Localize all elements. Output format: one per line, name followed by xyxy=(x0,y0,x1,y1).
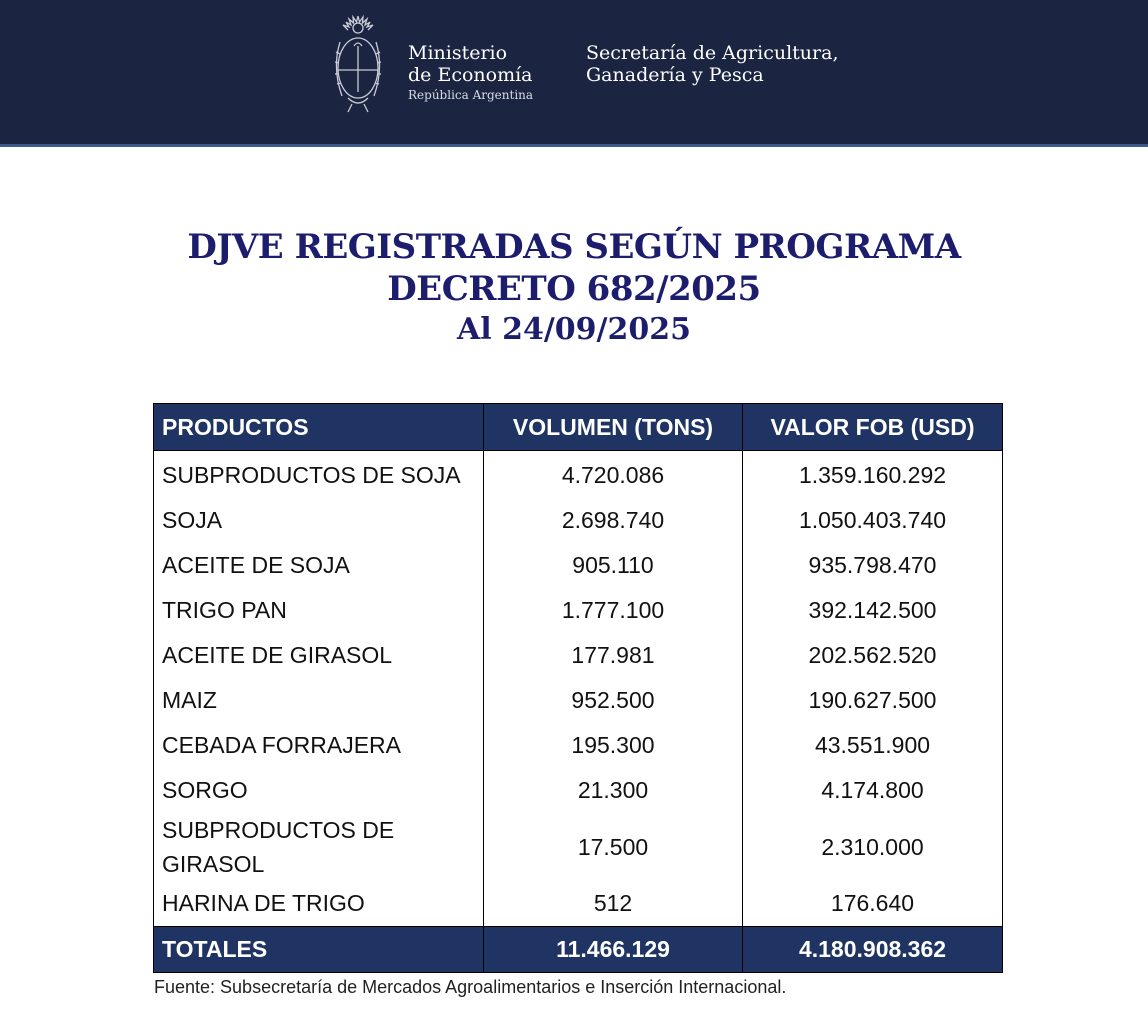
document-title xyxy=(0,226,1148,350)
cell-valor: 392.142.500 xyxy=(743,588,1003,633)
cell-valor: 2.310.000 xyxy=(743,813,1003,881)
cell-valor: 4.174.800 xyxy=(743,768,1003,813)
table-row xyxy=(154,768,1003,813)
cell-volumen: 21.300 xyxy=(484,768,743,813)
title-line2: DECRETO 682/2025 xyxy=(387,269,761,309)
table-row xyxy=(154,633,1003,678)
cell-producto: MAIZ xyxy=(154,678,484,723)
column-header-volumen: VOLUMEN (TONS) xyxy=(484,404,743,451)
cell-valor: 935.798.470 xyxy=(743,543,1003,588)
cell-volumen: 512 xyxy=(484,881,743,927)
table-row xyxy=(154,813,1003,881)
cell-volumen: 195.300 xyxy=(484,723,743,768)
cell-producto: SUBPRODUCTOS DE SOJA xyxy=(154,451,484,499)
cell-volumen: 4.720.086 xyxy=(484,451,743,499)
cell-producto: ACEITE DE SOJA xyxy=(154,543,484,588)
cell-valor: 190.627.500 xyxy=(743,678,1003,723)
cell-volumen: 2.698.740 xyxy=(484,498,743,543)
cell-valor: 202.562.520 xyxy=(743,633,1003,678)
table-row xyxy=(154,723,1003,768)
table-row xyxy=(154,543,1003,588)
column-header-productos: PRODUCTOS xyxy=(154,404,484,451)
totals-row xyxy=(154,927,1003,973)
title-line1: DJVE REGISTRADAS SEGÚN PROGRAMA xyxy=(187,227,961,267)
ministry-line2: de Economía xyxy=(408,64,533,86)
coat-of-arms-icon xyxy=(330,12,386,116)
cell-valor: 1.050.403.740 xyxy=(743,498,1003,543)
secretaria-line2: Ganadería y Pesca xyxy=(586,64,764,86)
cell-producto: TRIGO PAN xyxy=(154,588,484,633)
cell-producto: HARINA DE TRIGO xyxy=(154,881,484,927)
source-note: Fuente: Subsecretaría de Mercados Agroalimentarios e Inserción Internacional. xyxy=(154,977,787,997)
cell-volumen: 905.110 xyxy=(484,543,743,588)
ministry-name xyxy=(408,42,533,104)
cell-producto: SOJA xyxy=(154,498,484,543)
totals-volumen: 11.466.129 xyxy=(484,927,743,973)
table-row xyxy=(154,588,1003,633)
djve-table xyxy=(153,403,1003,973)
table-row xyxy=(154,881,1003,927)
ministry-country: República Argentina xyxy=(408,88,534,102)
title-date: Al 24/09/2025 xyxy=(456,312,692,347)
secretaria-line1: Secretaría de Agricultura, xyxy=(586,42,839,64)
table-row xyxy=(154,451,1003,499)
table-header-row xyxy=(154,404,1003,451)
cell-valor: 1.359.160.292 xyxy=(743,451,1003,499)
cell-volumen: 952.500 xyxy=(484,678,743,723)
cell-producto: SUBPRODUCTOS DE GIRASOL xyxy=(154,813,484,881)
cell-volumen: 1.777.100 xyxy=(484,588,743,633)
cell-volumen: 177.981 xyxy=(484,633,743,678)
cell-producto: SORGO xyxy=(154,768,484,813)
page-header xyxy=(0,0,1148,147)
cell-volumen: 17.500 xyxy=(484,813,743,881)
cell-valor: 176.640 xyxy=(743,881,1003,927)
cell-producto: ACEITE DE GIRASOL xyxy=(154,633,484,678)
table-row xyxy=(154,678,1003,723)
totals-valor: 4.180.908.362 xyxy=(743,927,1003,973)
cell-producto: CEBADA FORRAJERA xyxy=(154,723,484,768)
secretaria-name xyxy=(586,42,838,86)
column-header-valor: VALOR FOB (USD) xyxy=(743,404,1003,451)
table-row xyxy=(154,498,1003,543)
totals-label: TOTALES xyxy=(154,927,484,973)
ministry-line1: Ministerio xyxy=(408,42,508,64)
cell-valor: 43.551.900 xyxy=(743,723,1003,768)
